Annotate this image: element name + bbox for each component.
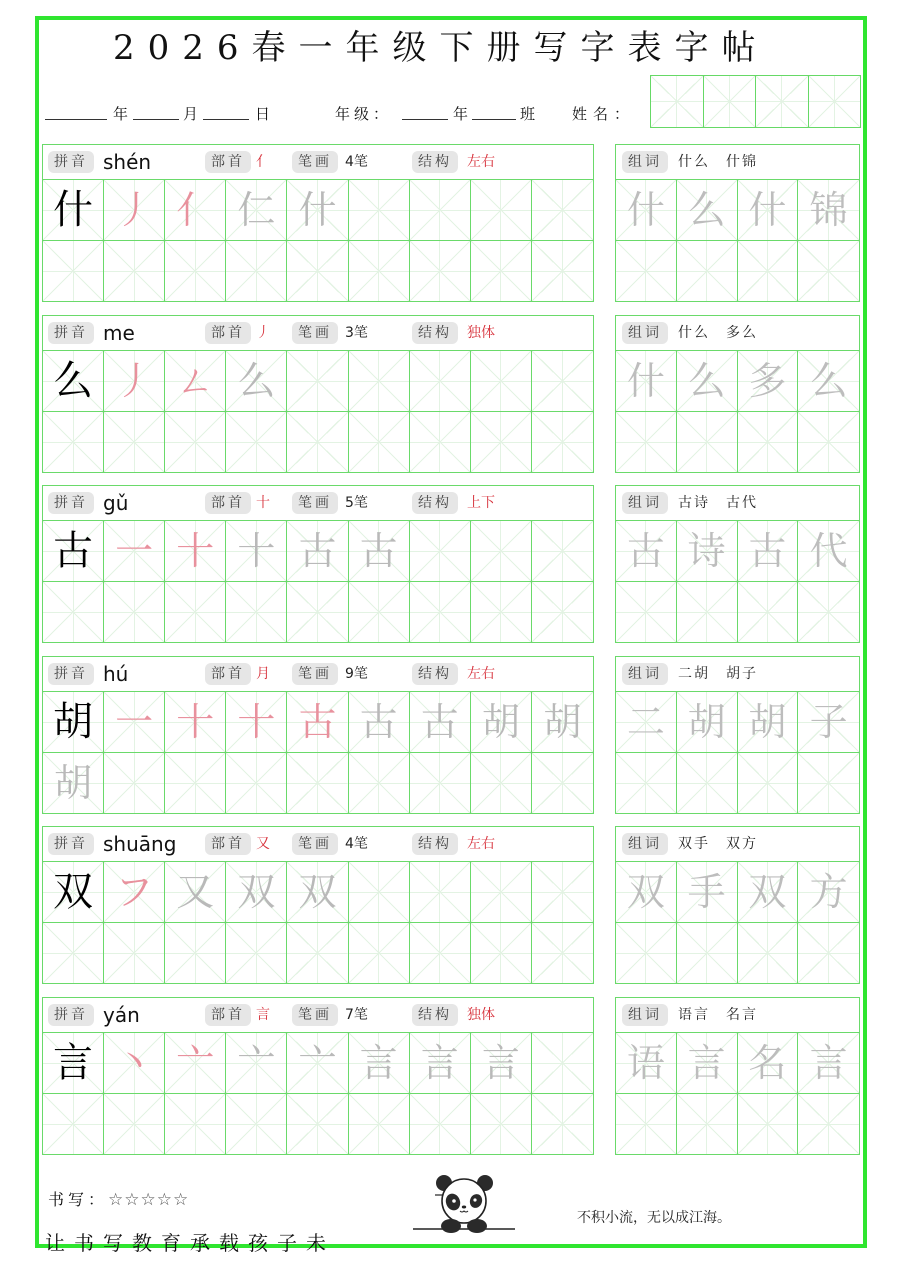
words-label: 组词: [622, 492, 668, 514]
page-title: 2026春一年级下册写字表字帖: [113, 28, 769, 68]
strokes-value: 4笔: [345, 154, 368, 170]
word-trace-char: 手: [677, 862, 738, 923]
pinyin-label: 拼音: [48, 492, 94, 514]
practice-cell: [798, 412, 859, 472]
words-label: 组词: [622, 322, 668, 344]
stroke-step: 十: [165, 692, 226, 753]
practice-cell: [532, 862, 593, 923]
words-label: 组词: [622, 833, 668, 855]
stroke-step: 胡: [471, 692, 532, 753]
stroke-step: 十: [226, 692, 287, 753]
practice-cell: [43, 412, 104, 472]
practice-cell: [104, 923, 165, 983]
practice-cell: [798, 241, 859, 301]
practice-cell: [471, 351, 532, 412]
practice-cell: [43, 241, 104, 301]
practice-cell: [104, 582, 165, 642]
structure-label: 结构: [412, 833, 458, 855]
pinyin-value: shén: [103, 150, 152, 174]
grade-label: 年级：: [335, 105, 393, 123]
radical-label: 部首: [205, 833, 251, 855]
practice-cell: [471, 521, 532, 582]
pinyin-value: me: [103, 321, 135, 345]
radical-value: 月: [256, 666, 270, 682]
practice-cell: [349, 412, 410, 472]
stroke-step: 古: [287, 521, 348, 582]
practice-cell: [532, 521, 593, 582]
class-blank: [472, 103, 516, 120]
structure-label: 结构: [412, 151, 458, 173]
stroke-step: 胡: [532, 692, 593, 753]
rating-label: 书写：: [48, 1190, 109, 1209]
words-value: 二胡 胡子: [678, 666, 758, 682]
stroke-step: 亻: [165, 180, 226, 241]
structure-value: 独体: [467, 325, 495, 341]
practice-cell: [410, 412, 471, 472]
class-suffix: 班: [520, 105, 536, 123]
year-blank: [45, 103, 107, 120]
practice-cell: [287, 1094, 348, 1154]
word-trace-char: 古: [738, 521, 799, 582]
practice-cell: [471, 1094, 532, 1154]
panda-icon: [413, 1172, 515, 1234]
practice-cell: [104, 241, 165, 301]
name-cell: [809, 76, 861, 127]
practice-cell: [532, 923, 593, 983]
word-trace-char: 双: [738, 862, 799, 923]
name-box: [650, 75, 861, 128]
practice-cell: [349, 351, 410, 412]
practice-cell: [738, 753, 799, 813]
stroke-step: 十: [226, 521, 287, 582]
radical-value: 十: [256, 495, 270, 511]
practice-cell: [738, 923, 799, 983]
word-header: [616, 486, 859, 521]
year-suffix: 年: [113, 105, 129, 123]
radical-label: 部首: [205, 322, 251, 344]
practice-cell: [471, 582, 532, 642]
practice-cell: [165, 923, 226, 983]
practice-cell: [677, 582, 738, 642]
practice-cell: [410, 241, 471, 301]
character-card: [42, 656, 594, 814]
word-card: [615, 315, 860, 473]
practice-cell: [532, 241, 593, 301]
practice-cell: [349, 923, 410, 983]
model-character: 言: [43, 1033, 104, 1094]
stroke-step: 言: [410, 1033, 471, 1094]
practice-cell: [165, 582, 226, 642]
word-trace-char: 诗: [677, 521, 738, 582]
practice-cell: [738, 582, 799, 642]
strokes-label: 笔画: [292, 492, 338, 514]
character-info-header: [43, 998, 593, 1033]
radical-value: 言: [256, 1007, 270, 1023]
stroke-step: 双: [226, 862, 287, 923]
word-header: [616, 998, 859, 1033]
practice-cell: [349, 1094, 410, 1154]
pinyin-value: yán: [103, 1003, 140, 1027]
practice-cell: [532, 351, 593, 412]
strokes-value: 3笔: [345, 325, 368, 341]
word-trace-char: 胡: [738, 692, 799, 753]
practice-cell: [287, 582, 348, 642]
stroke-step: 亠: [287, 1033, 348, 1094]
stroke-step: 什: [287, 180, 348, 241]
pinyin-value: shuāng: [103, 832, 177, 856]
practice-cell: [287, 412, 348, 472]
strokes-value: 4笔: [345, 836, 368, 852]
character-card: [42, 997, 594, 1155]
name-label: 姓名：: [572, 105, 636, 123]
strokes-label: 笔画: [292, 663, 338, 685]
practice-cell: [349, 862, 410, 923]
day-suffix: 日: [255, 105, 271, 123]
star-rating-icons: ☆☆☆☆☆: [108, 1190, 190, 1210]
word-trace-char: 多: [738, 351, 799, 412]
word-trace-char: 什: [616, 351, 677, 412]
practice-cell: [165, 412, 226, 472]
practice-cell: [677, 923, 738, 983]
stroke-step: 古: [349, 692, 410, 753]
practice-cell: [226, 923, 287, 983]
practice-cell: [410, 351, 471, 412]
day-blank: [203, 103, 249, 120]
structure-value: 左右: [467, 666, 495, 682]
practice-cell: [410, 1094, 471, 1154]
practice-cell: [410, 582, 471, 642]
practice-cell: [798, 923, 859, 983]
word-trace-char: 语: [616, 1033, 677, 1094]
radical-value: 丿: [256, 325, 270, 341]
word-card: [615, 485, 860, 643]
stroke-step: 丶: [104, 1033, 165, 1094]
practice-cell: [349, 180, 410, 241]
practice-cell: [532, 753, 593, 813]
character-info-header: [43, 657, 593, 692]
practice-cell: [532, 412, 593, 472]
word-trace-char: 么: [677, 351, 738, 412]
practice-cell: [165, 753, 226, 813]
pinyin-value: hú: [103, 662, 129, 686]
word-trace-char: 么: [798, 351, 859, 412]
practice-cell: [798, 582, 859, 642]
practice-cell: [616, 923, 677, 983]
practice-cell: [226, 1094, 287, 1154]
word-practice-grid: [616, 1033, 859, 1154]
word-header: [616, 827, 859, 862]
stroke-step: 古: [410, 692, 471, 753]
word-trace-char: 方: [798, 862, 859, 923]
practice-cell: [226, 753, 287, 813]
character-card: [42, 485, 594, 643]
quote: 不积小流，无以成江海。: [577, 1210, 731, 1226]
practice-cell: [471, 241, 532, 301]
practice-cell: [349, 582, 410, 642]
word-card: [615, 144, 860, 302]
word-practice-grid: [616, 521, 859, 642]
stroke-order-grid: [43, 351, 593, 472]
stroke-step: 言: [349, 1033, 410, 1094]
practice-cell: [471, 923, 532, 983]
character-info-header: [43, 316, 593, 351]
word-trace-char: 什: [616, 180, 677, 241]
pinyin-label: 拼音: [48, 322, 94, 344]
word-header: [616, 145, 859, 180]
stroke-step: 亠: [226, 1033, 287, 1094]
words-label: 组词: [622, 1004, 668, 1026]
practice-cell: [532, 180, 593, 241]
practice-cell: [616, 753, 677, 813]
practice-cell: [410, 753, 471, 813]
model-character: 么: [43, 351, 104, 412]
structure-value: 独体: [467, 1007, 495, 1023]
practice-cell: [798, 753, 859, 813]
word-card: [615, 656, 860, 814]
practice-cell: [287, 241, 348, 301]
practice-cell: [410, 521, 471, 582]
character-card: [42, 315, 594, 473]
word-practice-grid: [616, 862, 859, 983]
stroke-step: 一: [104, 521, 165, 582]
practice-cell: [532, 1094, 593, 1154]
practice-cell: [165, 241, 226, 301]
stroke-step: 么: [226, 351, 287, 412]
practice-cell: [471, 862, 532, 923]
stroke-order-grid: [43, 180, 593, 301]
words-value: 语言 名言: [678, 1007, 758, 1023]
words-value: 什么 什锦: [678, 154, 758, 170]
words-label: 组词: [622, 663, 668, 685]
strokes-label: 笔画: [292, 833, 338, 855]
practice-cell: [410, 862, 471, 923]
practice-cell: [226, 582, 287, 642]
practice-cell: [471, 180, 532, 241]
practice-cell: [471, 753, 532, 813]
model-character: 古: [43, 521, 104, 582]
stroke-order-grid: [43, 862, 593, 983]
stroke-step: 仁: [226, 180, 287, 241]
word-trace-char: 名: [738, 1033, 799, 1094]
stroke-order-grid: [43, 521, 593, 642]
stroke-step: 言: [471, 1033, 532, 1094]
word-trace-char: 双: [616, 862, 677, 923]
practice-cell: [165, 1094, 226, 1154]
pinyin-value: gǔ: [103, 491, 129, 515]
practice-cell: [226, 412, 287, 472]
practice-cell: [104, 412, 165, 472]
practice-cell: [226, 241, 287, 301]
practice-cell: [43, 1094, 104, 1154]
structure-value: 上下: [467, 495, 495, 511]
practice-cell: [616, 241, 677, 301]
stroke-step: 十: [165, 521, 226, 582]
word-trace-char: 二: [616, 692, 677, 753]
character-card: [42, 144, 594, 302]
name-cell: [651, 76, 704, 127]
radical-label: 部首: [205, 151, 251, 173]
word-card: [615, 997, 860, 1155]
practice-cell: [43, 582, 104, 642]
word-trace-char: 言: [677, 1033, 738, 1094]
words-value: 什么 多么: [678, 325, 758, 341]
month-suffix: 月: [183, 105, 199, 123]
structure-label: 结构: [412, 492, 458, 514]
name-cell: [704, 76, 757, 127]
stroke-step: 又: [165, 862, 226, 923]
word-header: [616, 657, 859, 692]
structure-label: 结构: [412, 663, 458, 685]
words-value: 双手 双方: [678, 836, 758, 852]
slogan: 让书写教育承载孩子未: [45, 1231, 335, 1255]
practice-cell: [532, 582, 593, 642]
stroke-step: 古: [349, 521, 410, 582]
practice-cell: [616, 1094, 677, 1154]
strokes-value: 5笔: [345, 495, 368, 511]
word-trace-char: 代: [798, 521, 859, 582]
practice-cell: [349, 241, 410, 301]
practice-cell: [287, 753, 348, 813]
stroke-order-grid: [43, 1033, 593, 1154]
structure-value: 左右: [467, 836, 495, 852]
words-label: 组词: [622, 151, 668, 173]
pinyin-label: 拼音: [48, 833, 94, 855]
rating: [48, 1187, 189, 1210]
word-practice-grid: [616, 180, 859, 301]
radical-value: 亻: [256, 154, 270, 170]
strokes-value: 7笔: [345, 1007, 368, 1023]
word-card: [615, 826, 860, 984]
strokes-label: 笔画: [292, 1004, 338, 1026]
grade-suffix: 年: [453, 105, 469, 123]
practice-cell: [287, 923, 348, 983]
stroke-step: 亠: [165, 1033, 226, 1094]
stroke-step: フ: [104, 862, 165, 923]
stroke-step: 古: [287, 692, 348, 753]
strokes-label: 笔画: [292, 322, 338, 344]
practice-cell: [104, 753, 165, 813]
structure-label: 结构: [412, 1004, 458, 1026]
word-trace-char: 古: [616, 521, 677, 582]
practice-cell: [532, 1033, 593, 1094]
strokes-label: 笔画: [292, 151, 338, 173]
radical-value: 又: [256, 836, 270, 852]
stroke-step: 丿: [104, 180, 165, 241]
practice-cell: [616, 412, 677, 472]
strokes-value: 9笔: [345, 666, 368, 682]
practice-cell: [738, 241, 799, 301]
radical-label: 部首: [205, 492, 251, 514]
pinyin-label: 拼音: [48, 1004, 94, 1026]
words-value: 古诗 古代: [678, 495, 758, 511]
practice-cell: [677, 241, 738, 301]
practice-cell: [471, 412, 532, 472]
pinyin-label: 拼音: [48, 151, 94, 173]
word-header: [616, 316, 859, 351]
stroke-step: 一: [104, 692, 165, 753]
word-practice-grid: [616, 692, 859, 813]
character-info-header: [43, 827, 593, 862]
structure-value: 左右: [467, 154, 495, 170]
practice-cell: [410, 180, 471, 241]
pinyin-label: 拼音: [48, 663, 94, 685]
practice-cell: [616, 582, 677, 642]
practice-cell: [738, 412, 799, 472]
stroke-step: 丿: [104, 351, 165, 412]
word-trace-char: 么: [677, 180, 738, 241]
character-info-header: [43, 486, 593, 521]
word-trace-char: 锦: [798, 180, 859, 241]
stroke-step: ㄥ: [165, 351, 226, 412]
word-trace-char: 言: [798, 1033, 859, 1094]
radical-label: 部首: [205, 663, 251, 685]
name-cell: [756, 76, 809, 127]
stroke-order-grid: [43, 692, 593, 813]
radical-label: 部首: [205, 1004, 251, 1026]
model-character: 什: [43, 180, 104, 241]
practice-cell: [738, 1094, 799, 1154]
practice-cell: [677, 1094, 738, 1154]
word-trace-char: 子: [798, 692, 859, 753]
stroke-step: 双: [287, 862, 348, 923]
word-trace-char: 胡: [677, 692, 738, 753]
word-practice-grid: [616, 351, 859, 472]
practice-cell: [349, 753, 410, 813]
structure-label: 结构: [412, 322, 458, 344]
practice-cell: [677, 412, 738, 472]
character-card: [42, 826, 594, 984]
model-character: 双: [43, 862, 104, 923]
practice-cell: [798, 1094, 859, 1154]
stroke-step: 胡: [43, 753, 104, 813]
word-trace-char: 什: [738, 180, 799, 241]
model-character: 胡: [43, 692, 104, 753]
practice-cell: [43, 923, 104, 983]
practice-cell: [410, 923, 471, 983]
month-blank: [133, 103, 179, 120]
practice-cell: [287, 351, 348, 412]
practice-cell: [104, 1094, 165, 1154]
grade-blank: [402, 103, 448, 120]
character-info-header: [43, 145, 593, 180]
practice-cell: [677, 753, 738, 813]
